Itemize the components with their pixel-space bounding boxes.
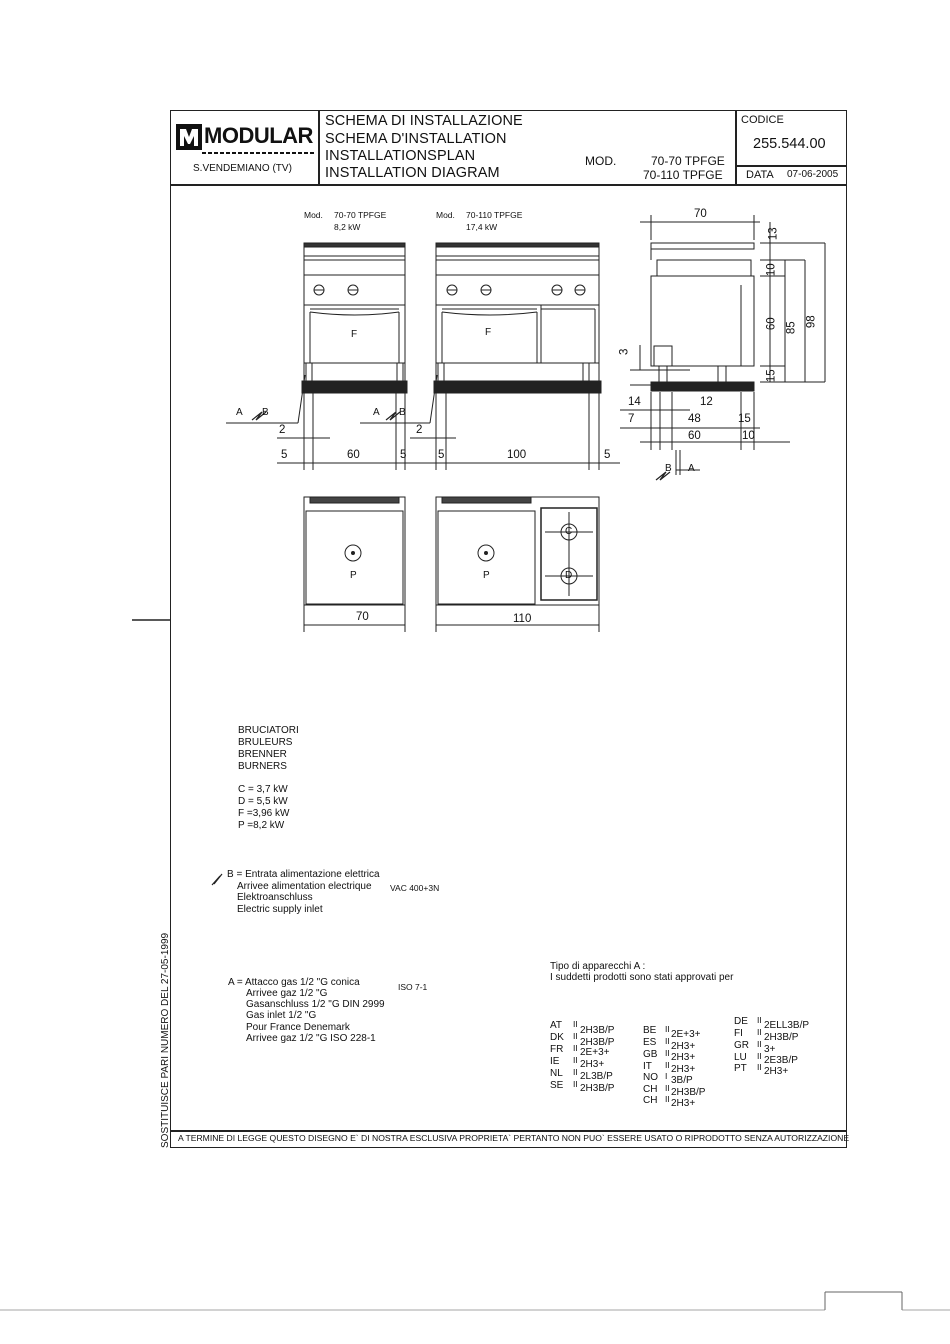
approval-gas: 2H3B/P <box>580 1025 615 1036</box>
top2-body <box>436 497 599 605</box>
approval-cat: II <box>573 1043 578 1053</box>
front1-oven-label: F <box>351 329 358 340</box>
dim-top-70: 70 <box>356 611 369 623</box>
approval-cat: II <box>665 1083 670 1093</box>
approval-gas: 2H3B/P <box>764 1032 799 1043</box>
burner-value-d: D = 5,5 kW <box>238 796 288 807</box>
side-body <box>651 276 754 366</box>
approval-cat: II <box>757 1027 762 1037</box>
approval-gas: 2ELL3B/P <box>764 1020 810 1031</box>
approval-cat: II <box>757 1015 762 1025</box>
approval-gas: 3B/P <box>671 1075 693 1086</box>
mod-label: MOD. <box>585 154 617 168</box>
approval-country: NL <box>550 1068 563 1079</box>
approval-cat: II <box>573 1067 578 1077</box>
approval-cat: II <box>573 1079 578 1089</box>
front1-power: 8,2 kW <box>334 222 361 232</box>
approval-gas: 2H3B/P <box>671 1087 706 1098</box>
front2-model: 70-110 TPFGE <box>466 210 523 220</box>
approvals-heading: Tipo di apparecchi A : <box>550 961 646 972</box>
front1-top-edge <box>304 243 405 247</box>
conn-a-1: A <box>236 407 243 418</box>
approval-country: IT <box>643 1061 652 1072</box>
dim-front-100: 100 <box>507 449 527 461</box>
approval-cat: II <box>757 1051 762 1061</box>
dim-side-70: 70 <box>694 208 707 220</box>
front2-mod-label: Mod. <box>436 210 455 220</box>
approval-country: CH <box>643 1095 658 1106</box>
code-value: 255.544.00 <box>753 136 826 152</box>
date-label: DATA <box>746 169 774 181</box>
approval-gas: 2E+3+ <box>671 1029 701 1040</box>
conn-b-1: B <box>262 407 269 418</box>
electric-line-1: Arrivee alimentation electrique <box>237 881 372 892</box>
dim-side-60b: 60 <box>688 430 701 442</box>
title-it: SCHEMA DI INSTALLAZIONE <box>325 113 523 129</box>
burners-heading-it: BRUCIATORI <box>238 725 299 736</box>
dim-side-10b: 10 <box>742 430 755 442</box>
front2-top-edge <box>436 243 599 247</box>
electric-symbol-2 <box>386 412 400 420</box>
burners-heading-en: BURNERS <box>238 761 287 772</box>
conn-a-side: A <box>688 463 695 474</box>
approval-cat: II <box>757 1039 762 1049</box>
approval-country: CH <box>643 1084 658 1095</box>
approval-cat: II <box>573 1055 578 1065</box>
front2-base-plinth <box>434 381 601 393</box>
approval-country: BE <box>643 1025 657 1036</box>
burners-heading-de: BRENNER <box>238 749 287 760</box>
approval-gas: 2H3+ <box>580 1059 605 1070</box>
title-en: INSTALLATION DIAGRAM <box>325 165 500 181</box>
approval-cat: II <box>573 1019 578 1029</box>
electric-voltage: VAC 400+3N <box>390 883 440 893</box>
approval-cat: II <box>665 1094 670 1104</box>
approval-country: FI <box>734 1028 743 1039</box>
dim-side-60: 60 <box>765 317 778 331</box>
front1-body <box>304 247 405 381</box>
approval-gas: 2H3B/P <box>580 1083 615 1094</box>
conn-a-2: A <box>373 407 380 418</box>
approval-gas: 2H3+ <box>764 1066 789 1077</box>
approval-country: IE <box>550 1056 560 1067</box>
approval-cat: II <box>757 1062 762 1072</box>
dim-side-10: 10 <box>765 263 778 277</box>
dim-front2-2: 2 <box>416 424 423 436</box>
dim-side-85: 85 <box>785 321 798 335</box>
approval-cat: II <box>665 1060 670 1070</box>
approval-country: ES <box>643 1037 657 1048</box>
front1-base-plinth <box>302 381 407 393</box>
top2-plate-label: P <box>483 570 490 581</box>
conn-b-side: B <box>665 463 672 474</box>
approval-country: SE <box>550 1080 564 1091</box>
gas-line-3: Gas inlet 1/2 "G <box>246 1010 317 1021</box>
approval-cat: II <box>665 1048 670 1058</box>
approval-gas: 2L3B/P <box>580 1071 613 1082</box>
supersedes-note: SOSTITUISCE PARI NUMERO DEL 27-05-1999 <box>160 932 171 1148</box>
dim-side-15b: 15 <box>738 413 751 425</box>
front2-power: 17,4 kW <box>466 222 498 232</box>
approval-gas: 2H3+ <box>671 1041 696 1052</box>
approval-cat: II <box>665 1036 670 1046</box>
approval-gas: 2E+3+ <box>580 1047 610 1058</box>
dim-top-110: 110 <box>513 613 532 625</box>
code-label: CODICE <box>741 114 784 126</box>
dim-side-3: 3 <box>618 348 631 355</box>
electric-line-2: Elektroanschluss <box>237 892 313 903</box>
gas-line-5: Arrivee gaz 1/2 "G ISO 228-1 <box>246 1033 376 1044</box>
gas-line-2: Gasanschluss 1/2 "G DIN 2999 <box>246 999 385 1010</box>
approval-gas: 2H3+ <box>671 1064 696 1075</box>
burners-heading-fr: BRULEURS <box>238 737 293 748</box>
approval-gas: 2H3+ <box>671 1052 696 1063</box>
date-value: 07-06-2005 <box>787 169 839 180</box>
approval-cat: II <box>573 1031 578 1041</box>
approval-country: GB <box>643 1049 658 1060</box>
burner-d-label: D <box>565 570 573 581</box>
burner-value-f: F =3,96 kW <box>238 808 290 819</box>
approval-country: NO <box>643 1072 658 1083</box>
title-fr: SCHEMA D'INSTALLATION <box>325 131 507 147</box>
dim-front2-5: 5 <box>438 449 445 461</box>
approval-country: DE <box>734 1016 748 1027</box>
approval-country: LU <box>734 1052 747 1063</box>
side-top <box>651 243 754 249</box>
dim-front-5-left: 5 <box>281 449 288 461</box>
title-de: INSTALLATIONSPLAN <box>325 148 476 164</box>
dim-side-13: 13 <box>767 227 780 241</box>
electric-label: B = Entrata alimentazione elettrica <box>227 869 380 880</box>
conn-b-2: B <box>399 407 406 418</box>
approval-country: GR <box>734 1040 749 1051</box>
approvals-subheading: I suddetti prodotti sono stati approvati per <box>550 972 734 983</box>
front2-oven-label: F <box>485 327 492 338</box>
dim-side-7: 7 <box>628 413 635 425</box>
top1-plate-label: P <box>350 570 357 581</box>
dim-front-5-right: 5 <box>604 449 611 461</box>
dim-side-15: 15 <box>765 369 778 383</box>
dim-front-5-mid: 5 <box>400 449 407 461</box>
electric-symbol-4 <box>212 874 222 885</box>
dim-side-14: 14 <box>628 396 641 408</box>
approval-country: DK <box>550 1032 564 1043</box>
burner-value-p: P =8,2 kW <box>238 820 285 831</box>
dim-side-48: 48 <box>688 413 701 425</box>
approval-cat: I <box>665 1071 668 1081</box>
front1-mod-label: Mod. <box>304 210 323 220</box>
approval-cat: II <box>665 1024 670 1034</box>
dim-side-12: 12 <box>700 396 713 408</box>
legal-notice: A TERMINE DI LEGGE QUESTO DISEGNO E` DI NOSTRA ESCLUSIVA PROPRIETA` PERTANTO NON PUO` ESSERE USATO O RIPRODOTTO SENZA AUTORIZZAZIONE <box>178 1133 850 1143</box>
dim-side-98: 98 <box>805 315 818 329</box>
burner-c-label: C <box>565 526 573 537</box>
approval-country: AT <box>550 1020 563 1031</box>
gas-label: A = Attacco gas 1/2 "G conica <box>228 977 360 988</box>
gas-line-4: Pour France Denemark <box>246 1022 350 1033</box>
approval-gas: 2E3B/P <box>764 1055 798 1066</box>
approval-gas: 2H3B/P <box>580 1037 615 1048</box>
approval-country: PT <box>734 1063 747 1074</box>
approval-gas: 2H3+ <box>671 1098 696 1109</box>
front1-model: 70-70 TPFGE <box>334 210 387 220</box>
approval-country: FR <box>550 1044 564 1055</box>
model-1: 70-70 TPFGE <box>651 154 725 168</box>
electric-line-3: Electric supply inlet <box>237 904 323 915</box>
dim-front-60: 60 <box>347 449 360 461</box>
approval-gas: 3+ <box>764 1044 776 1055</box>
dim-front-2-left: 2 <box>279 424 286 436</box>
logo-text: MODULAR <box>204 123 313 148</box>
top1-body <box>304 497 405 605</box>
model-2: 70-110 TPFGE <box>643 168 723 182</box>
gas-line-1: Arrivee gaz 1/2 "G <box>246 988 328 999</box>
burner-value-c: C = 3,7 kW <box>238 784 288 795</box>
company-location: S.VENDEMIANO (TV) <box>193 163 292 174</box>
gas-standard: ISO 7-1 <box>398 982 428 992</box>
